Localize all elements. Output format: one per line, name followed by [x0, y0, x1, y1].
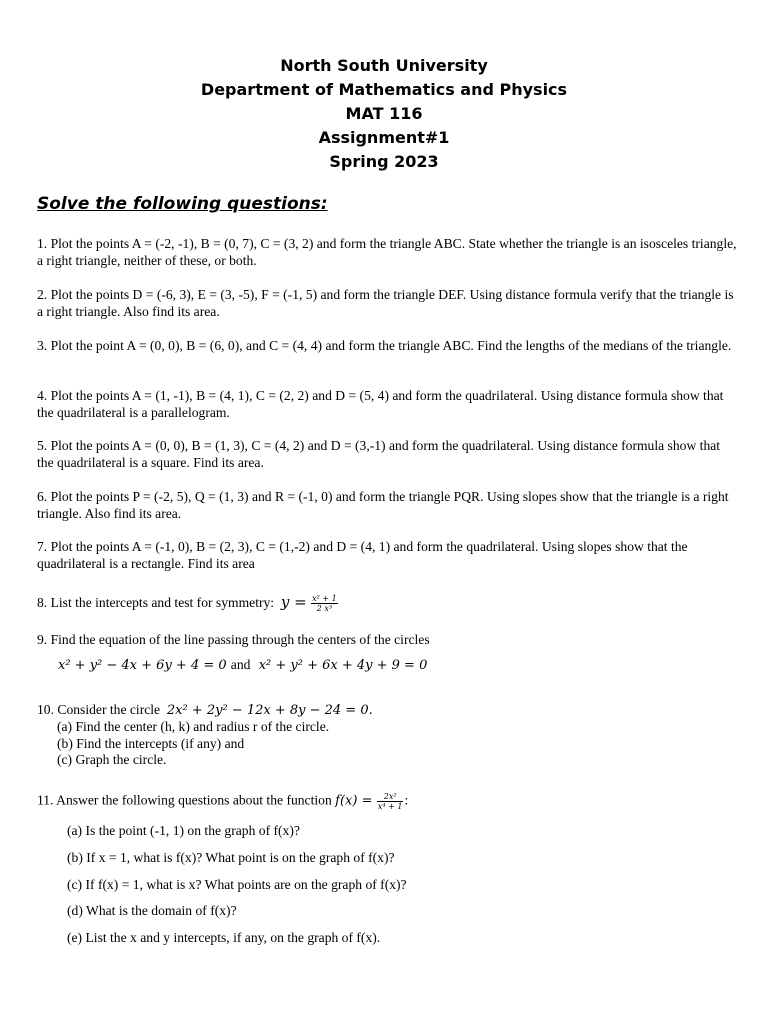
question-11-part-b: (b) If x = 1, what is f(x)? What point is on the graph of f(x)? — [67, 850, 395, 865]
question-11 — [37, 792, 408, 811]
question-11-part-a: (a) Is the point (-1, 1) on the graph of f(x)? — [67, 823, 300, 838]
question-6: 6. Plot the points P = (-2, 5), Q = (1, 3) and R = (-1, 0) and form the triangle PQR. Using slopes show that the triangle is a right triangle. Also find its area. — [37, 489, 729, 521]
question-3: 3. Plot the point A = (0, 0), B = (6, 0), and C = (4, 4) and form the triangle ABC. Find the lengths of the medians of the triangle. — [37, 338, 732, 353]
question-10-part-a: (a) Find the center (h, k) and radius r of the circle. — [57, 719, 330, 734]
question-9-equation-1: x² + y² − 4x + 6y + 4 = 0 — [58, 658, 227, 673]
question-7: 7. Plot the points A = (-1, 0), B = (2, 3), C = (1,-2) and D = (4, 1) and form the quadrilateral. Using slopes show that the quadrilateral is a rectangle. Find its area — [37, 539, 688, 571]
question-10-part-c: (c) Graph the circle. — [57, 752, 167, 767]
question-9-equation-2: x² + y² + 6x + 4y + 9 = 0 — [258, 658, 428, 673]
question-9: 9. Find the equation of the line passing through the centers of the circles — [37, 632, 430, 647]
question-11-denominator: x⁴ + 1 — [377, 802, 403, 811]
question-4: 4. Plot the points A = (1, -1), B = (4, 1), C = (2, 2) and D = (5, 4) and form the quadrilateral. Using distance formula show that the quadrilateral is a parallelogram. — [37, 388, 724, 420]
assignment-title: Assignment#1 — [318, 128, 450, 147]
question-11-text: 11. Answer the following questions about the function — [37, 792, 332, 808]
question-11-part-e: (e) List the x and y intercepts, if any, on the graph of f(x). — [67, 930, 381, 945]
question-8-fraction — [311, 594, 338, 613]
question-10 — [37, 702, 373, 720]
question-8 — [37, 594, 339, 613]
question-2: 2. Plot the points D = (-6, 3), E = (3, -5), F = (-1, 5) and form the triangle DEF. Using distance formula verify that the triangle is a right triangle. Also find its area. — [37, 287, 734, 319]
course-code: MAT 116 — [345, 104, 423, 123]
question-8-numerator: x² + 1 — [312, 594, 337, 604]
question-10-text: 10. Consider the circle — [37, 702, 161, 717]
question-10-part-b: (b) Find the intercepts (if any) and — [57, 736, 245, 751]
question-11-lhs: f(x) = — [335, 793, 373, 809]
question-8-denominator: 2 x³ — [316, 604, 333, 614]
term: Spring 2023 — [329, 152, 439, 171]
question-11-part-d: (d) What is the domain of f(x)? — [67, 903, 237, 918]
question-1: 1. Plot the points A = (-2, -1), B = (0, 7), C = (3, 2) and form the triangle ABC. State whether the triangle is an isosceles triangle, a right triangle, neither of these, or both. — [37, 236, 737, 268]
question-11-fraction — [377, 792, 404, 811]
question-11-colon: : — [404, 792, 409, 808]
question-10-equation: 2x² + 2y² − 12x + 8y − 24 = 0. — [166, 703, 373, 718]
question-8-text: 8. List the intercepts and test for symmetry: — [37, 595, 275, 610]
document-header — [0, 54, 768, 174]
question-9-equations — [58, 657, 427, 673]
question-9-and: and — [230, 657, 251, 672]
question-8-lhs: y = — [280, 593, 307, 611]
instructions-heading: Solve the following questions: — [37, 194, 328, 214]
question-5: 5. Plot the points A = (0, 0), B = (1, 3), C = (4, 2) and D = (3,-1) and form the quadrilateral. Using distance formula show that the quadrilateral is a square. Find its area. — [37, 438, 721, 470]
question-11-part-c: (c) If f(x) = 1, what is x? What points are on the graph of f(x)? — [67, 877, 407, 892]
department-name: Department of Mathematics and Physics — [200, 80, 568, 99]
university-name: North South University — [280, 56, 488, 75]
question-11-numerator: 2x² — [377, 792, 404, 802]
